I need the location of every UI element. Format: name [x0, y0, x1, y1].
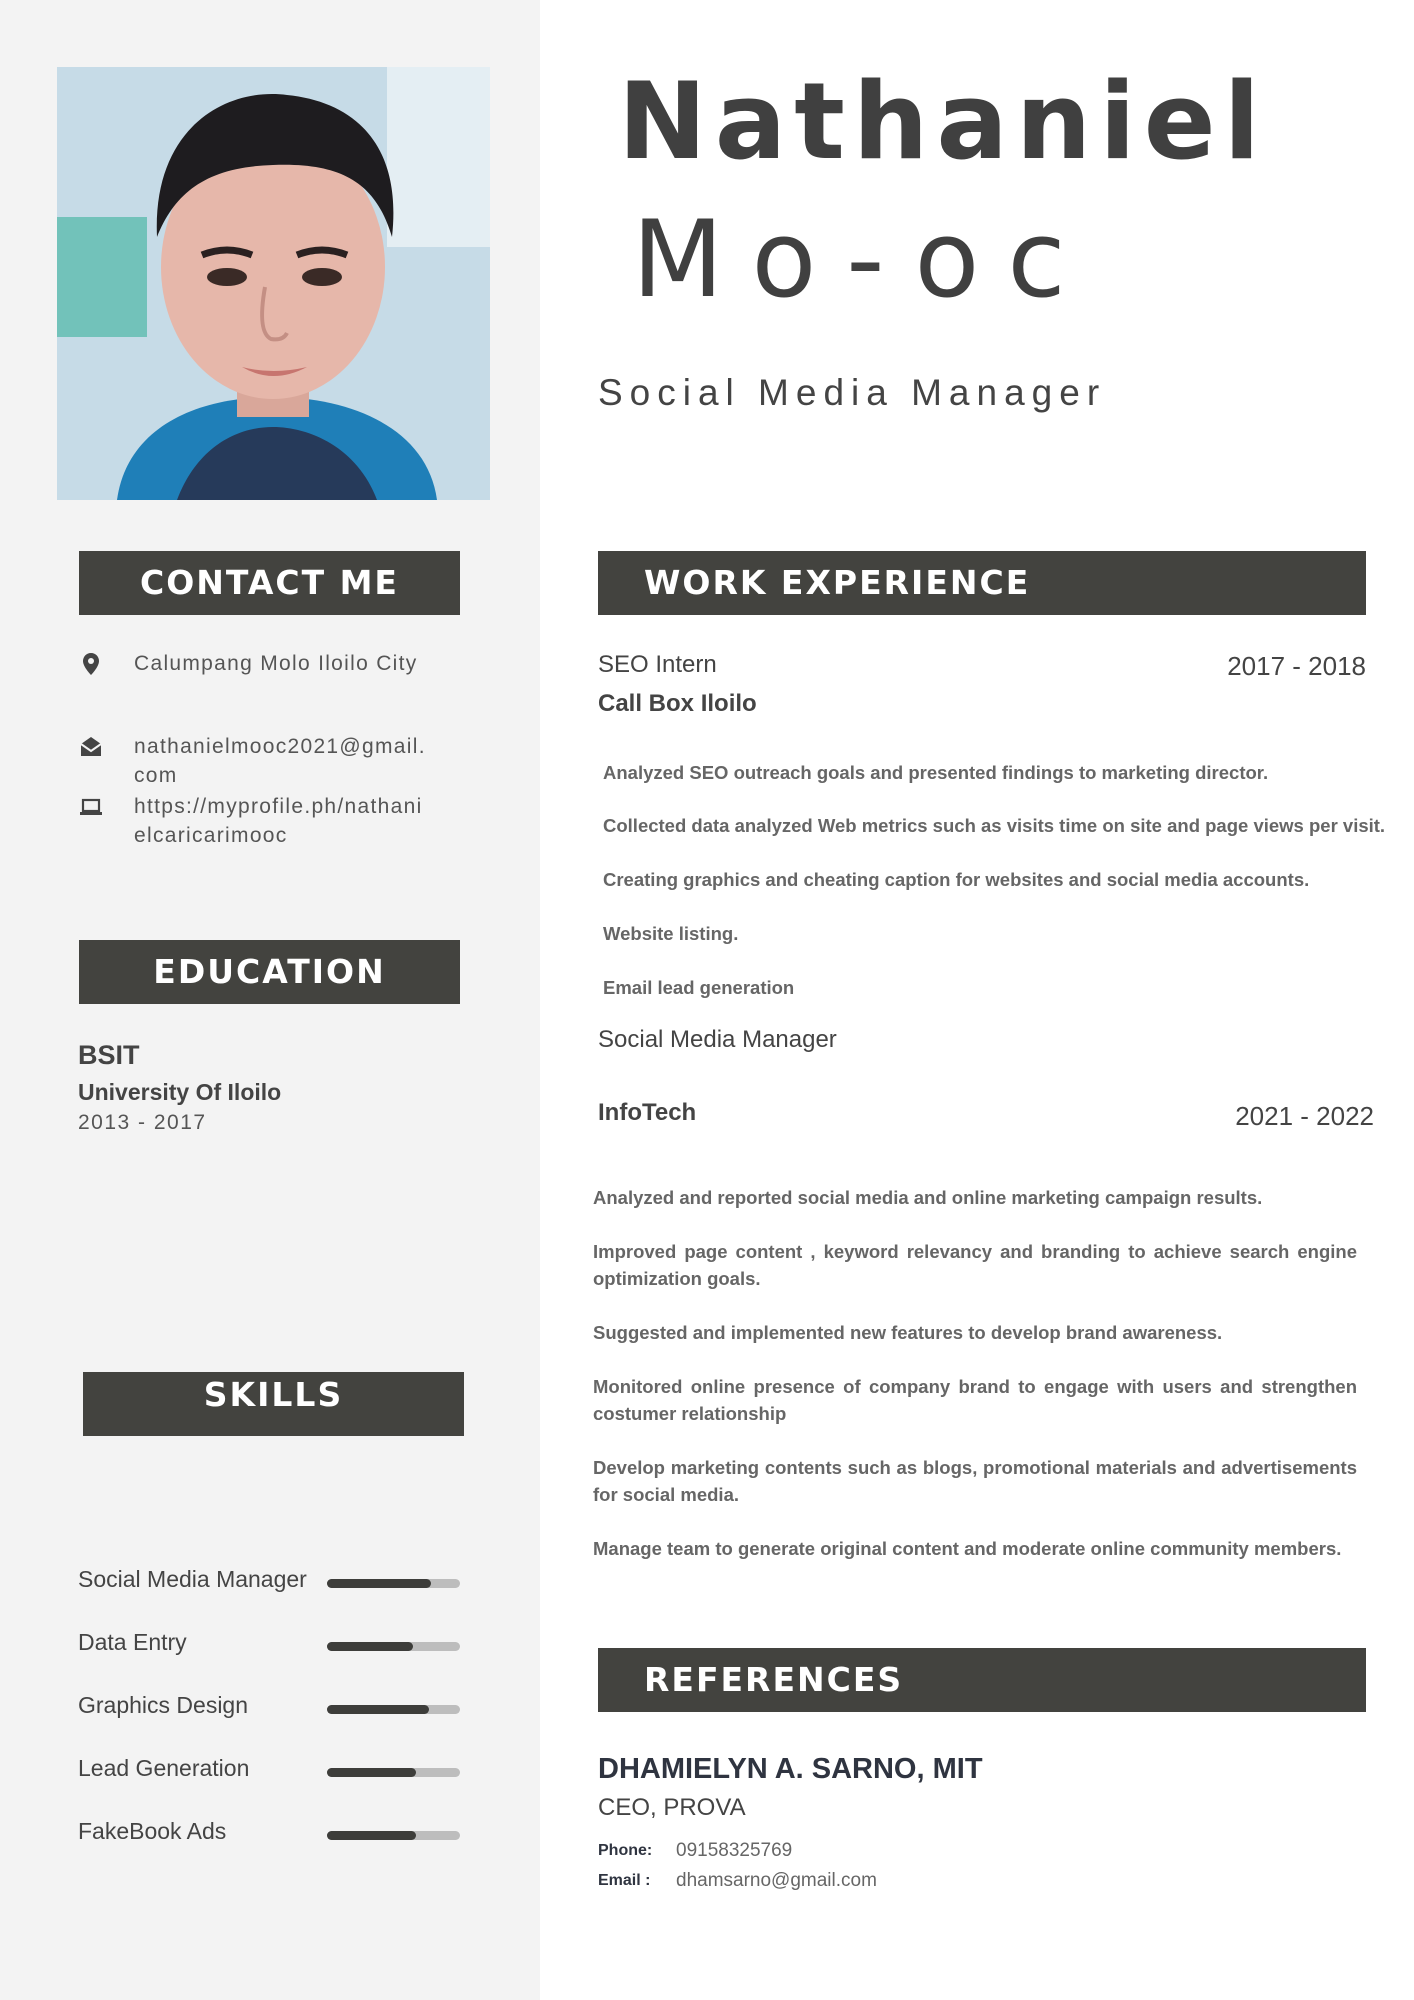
email-link[interactable]: nathanielmooc2021@gmail.com: [134, 735, 426, 787]
job-years: 2017 - 2018: [1227, 651, 1366, 681]
skill-row: [78, 1629, 460, 1663]
job-company: Call Box Iloilo: [598, 690, 757, 717]
skill-level-bar: [327, 1831, 460, 1840]
contact-email: [78, 732, 438, 792]
job-duty: Develop marketing contents such as blogs, promotional materials and advertisements for social media.: [593, 1457, 1357, 1505]
reference-role: CEO, PROVA: [598, 1794, 746, 1821]
work-experience-heading: WORK EXPERIENCE: [598, 551, 1366, 615]
skill-level-fill: [327, 1642, 413, 1651]
contact-address: [78, 649, 438, 709]
location-pin-icon: [78, 651, 104, 677]
skill-level-fill: [327, 1831, 416, 1840]
profile-photo: [57, 67, 490, 500]
skill-level-fill: [327, 1768, 416, 1777]
first-name: Nathaniel: [618, 60, 1268, 183]
job-company: InfoTech: [598, 1099, 697, 1126]
job-years: 2021 - 2022: [1235, 1101, 1374, 1131]
job-duty: Email lead generation: [603, 977, 795, 998]
skill-row: [78, 1755, 460, 1789]
skill-name: Social Media Manager: [78, 1566, 307, 1592]
skill-level-bar: [327, 1579, 460, 1588]
reference-email[interactable]: dhamsarno@gmail.com: [676, 1870, 877, 1891]
address-text: Calumpang Molo Iloilo City: [134, 652, 418, 675]
job-duty: Analyzed and reported social media and online marketing campaign results.: [593, 1187, 1263, 1208]
job-duty: Suggested and implemented new features to develop brand awareness.: [593, 1322, 1223, 1343]
profile-title: Social Media Manager: [598, 372, 1107, 413]
skill-row: [78, 1818, 460, 1852]
job-duty: Website listing.: [603, 923, 739, 944]
job-duty: Collected data analyzed Web metrics such as visits time on site and page views per visit.: [603, 815, 1386, 836]
education-school: University Of Iloilo: [78, 1079, 282, 1105]
job-duty: Monitored online presence of company brand to engage with users and strengthen costumer relationship: [593, 1376, 1357, 1424]
job-duty: Improved page content , keyword relevancy and branding to achieve search engine optimization goals.: [593, 1241, 1357, 1289]
references-heading: REFERENCES: [598, 1648, 1366, 1712]
job-duty: Manage team to generate original content and moderate online community members.: [593, 1538, 1342, 1559]
skill-level-bar: [327, 1705, 460, 1714]
reference-email-label: Email :: [598, 1872, 651, 1889]
reference-phone[interactable]: 09158325769: [676, 1840, 793, 1861]
skill-name: Lead Generation: [78, 1755, 250, 1781]
job-role: Social Media Manager: [598, 1026, 837, 1053]
skill-level-bar: [327, 1768, 460, 1777]
laptop-icon: [78, 794, 104, 820]
job-duty: Creating graphics and cheating caption for websites and social media accounts.: [603, 869, 1310, 890]
website-link[interactable]: https://myprofile.ph/nathanielcaricarimooc: [134, 795, 423, 847]
contact-website: [78, 792, 438, 852]
reference-name: DHAMIELYN A. SARNO, MIT: [598, 1753, 983, 1785]
contact-heading: CONTACT ME: [79, 551, 460, 615]
education-heading: EDUCATION: [79, 940, 460, 1004]
skill-row: [78, 1566, 460, 1600]
skill-level-fill: [327, 1579, 431, 1588]
education-years: 2013 - 2017: [78, 1111, 207, 1134]
job-duty: Analyzed SEO outreach goals and presented findings to marketing director.: [603, 762, 1269, 783]
job-role: SEO Intern: [598, 651, 717, 678]
skill-row: [78, 1692, 460, 1726]
skill-name: FakeBook Ads: [78, 1818, 227, 1844]
skill-name: Data Entry: [78, 1629, 187, 1655]
skills-heading: SKILLS: [83, 1372, 464, 1436]
skill-level-bar: [327, 1642, 460, 1651]
reference-phone-label: Phone:: [598, 1842, 653, 1859]
education-degree: BSIT: [78, 1040, 140, 1070]
skill-name: Graphics Design: [78, 1692, 249, 1718]
last-name: Mo-oc: [632, 198, 1094, 321]
skill-level-fill: [327, 1705, 429, 1714]
envelope-icon: [78, 734, 104, 760]
